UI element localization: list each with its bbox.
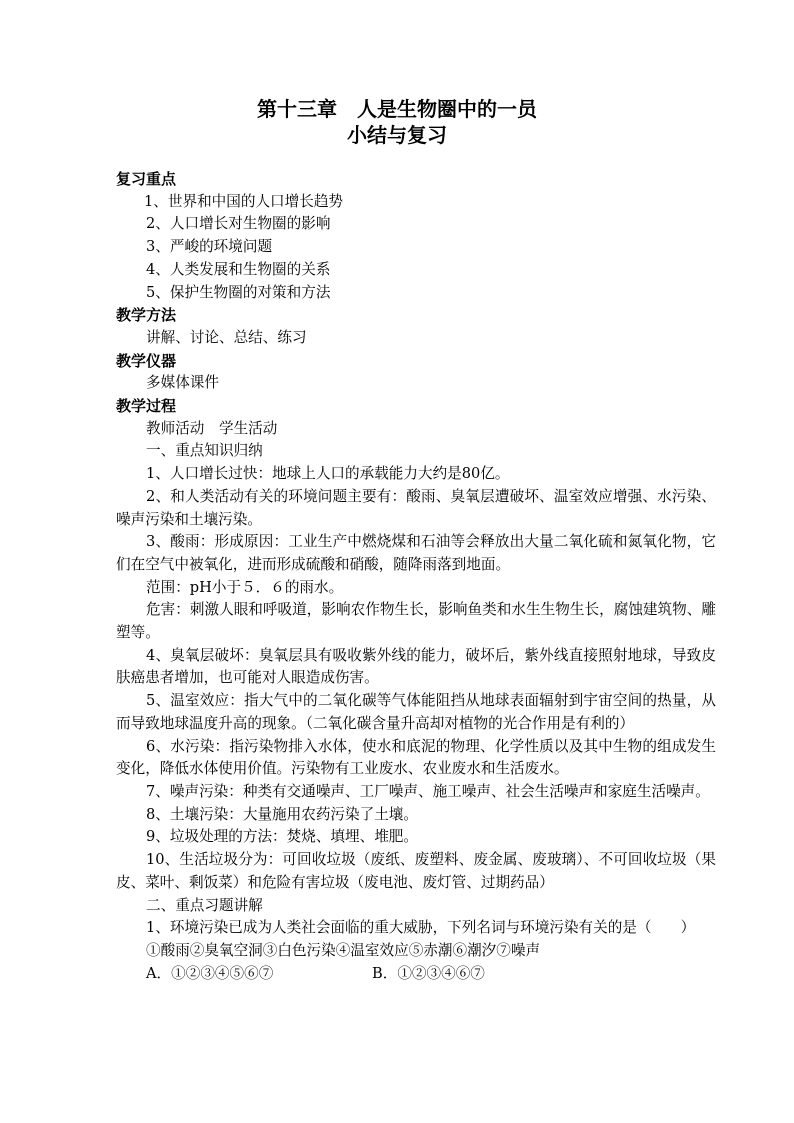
methods-text: 讲解、讨论、总结、练习	[146, 328, 307, 346]
part2-title: 二、重点习题讲解	[146, 896, 263, 914]
section-heading-instruments: 教学仪器	[116, 351, 177, 370]
question-stem: 1、环境污染已成为人类社会面临的重大威胁，下列名词与环境污染有关的是（ ）	[146, 919, 696, 937]
section-heading-methods: 教学方法	[116, 306, 177, 325]
review-point-item: 3、严峻的环境问题	[146, 238, 273, 256]
knowledge-paragraph: 6、水污染：指污染物排入水体，使水和底泥的物理、化学性质以及其中生物的组成发生变化，降低水体使用价值。污染物有工业废水、农业废水和生活废水。	[116, 737, 716, 778]
knowledge-paragraph: 5、温室效应：指大气中的二氧化碳等气体能阻挡从地球表面辐射到宇宙空间的热量，从而导致地球温度升高的现象。（二氧化碳含量升高却对植物的光合作用是有利的）	[116, 692, 716, 732]
review-point-item: 1、世界和中国的人口增长趋势	[144, 192, 344, 210]
document-body	[116, 168, 716, 985]
knowledge-paragraph: 3、酸雨：形成原因：工业生产中燃烧煤和石油等会释放出大量二氧化硫和氮氧化物，它们在空气中被氧化，进而形成硫酸和硝酸，随降雨落到地面。	[116, 533, 716, 573]
section-heading-review-points: 复习重点	[116, 170, 177, 188]
knowledge-paragraph: 危害：刺激人眼和呼吸道，影响农作物生长，影响鱼类和水生生物生长，腐蚀建筑物、雕塑等。	[116, 601, 716, 642]
knowledge-paragraph: 7、噪声污染：种类有交通噪声、工厂噪声、施工噪声、社会生活噪声和家庭生活噪声。	[146, 782, 710, 800]
knowledge-paragraph: 9、垃圾处理的方法：焚烧、填埋、堆肥。	[146, 828, 418, 846]
knowledge-paragraph: 范围：pH小于５．６的雨水。	[146, 578, 344, 596]
knowledge-paragraph: 1、人口增长过快：地球上人口的承载能力大约是80亿。	[146, 465, 510, 483]
section-heading-process: 教学过程	[116, 397, 177, 416]
part1-title: 一、重点知识归纳	[146, 442, 263, 460]
option-a: A．①②③④⑤⑥⑦	[146, 964, 274, 982]
knowledge-paragraph: 8、土壤污染：大量施用农药污染了土壤。	[146, 805, 418, 823]
review-point-item: 2、人口增长对生物圈的影响	[146, 215, 331, 233]
instruments-text: 多媒体课件	[146, 374, 219, 392]
knowledge-paragraph: 10、生活垃圾分为：可回收垃圾（废纸、废塑料、废金属、废玻璃）、不可回收垃圾（果皮、菜叶、剩饭菜）和危险有害垃圾（废电池、废灯管、过期药品）	[116, 851, 716, 891]
knowledge-paragraph: 4、臭氧层破坏：臭氧层具有吸收紫外线的能力，破坏后，紫外线直接照射地球，导致皮肤癌患者增加，也可能对人眼造成伤害。	[116, 646, 716, 687]
review-point-item: 4、人类发展和生物圈的关系	[146, 260, 331, 278]
knowledge-paragraph: 2、和人类活动有关的环境问题主要有：酸雨、臭氧层遭破坏、温室效应增强、水污染、噪声污染和土壤污染。	[116, 487, 716, 528]
process-roles: 教师活动 学生活动	[146, 419, 278, 437]
question-options	[116, 963, 716, 986]
question-items: ①酸雨②臭氧空洞③白色污染④温室效应⑤赤潮⑥潮汐⑦噪声	[146, 941, 541, 959]
option-b: B．①②③④⑥⑦	[372, 964, 485, 982]
page-subtitle: 小结与复习	[347, 123, 447, 147]
page-title: 第十三章 人是生物圈中的一员	[257, 97, 537, 121]
review-point-item: 5、保护生物圈的对策和方法	[146, 283, 331, 301]
